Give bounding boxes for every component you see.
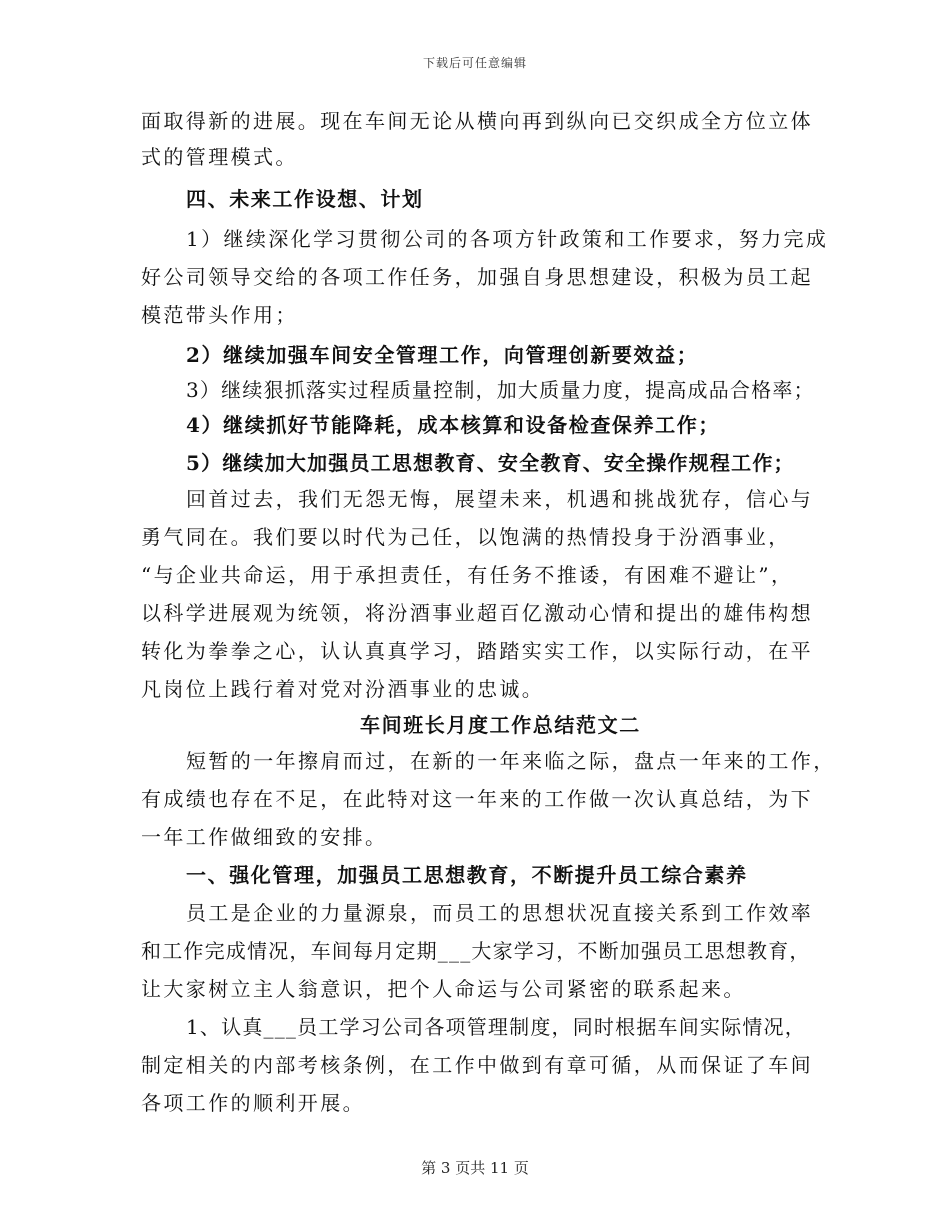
paragraph-line: 制定相关的内部考核条例，在工作中做到有章可循，从而保证了车间 — [141, 1053, 813, 1077]
paragraph-line: “与企业共命运，用于承担责任，有任务不推诿，有困难不避让”， — [141, 563, 794, 587]
paragraph-line: 回首过去，我们无怨无悔，展望未来，机遇和挑战犹存，信心与 — [186, 487, 814, 511]
plan-item: 2）继续加强车间安全管理工作，向管理创新要效益； — [186, 343, 699, 367]
paragraph-line: 转化为拳拳之心，认认真真学习，踏踏实实工作，以实际行动，在平 — [141, 639, 813, 663]
paragraph-line: 凡岗位上践行着对党对汾酒事业的忠诚。 — [141, 677, 545, 701]
paragraph-line: 1、认真___员工学习公司各项管理制度，同时根据车间实际情况， — [186, 1015, 806, 1039]
page-footer: 第 3 页共 11 页 — [421, 1159, 529, 1177]
plan-item: 3）继续狠抓落实过程质量控制，加大质量力度，提高成品合格率； — [186, 378, 815, 402]
section-heading: 一、强化管理，加强员工思想教育，不断提升员工综合素养 — [186, 863, 748, 887]
paragraph-line: 有成绩也存在不足，在此特对这一年来的工作做一次认真总结，为下 — [141, 787, 813, 811]
paragraph-line: 式的管理模式。 — [141, 145, 298, 169]
page-header: 下载后可任意编辑 — [422, 56, 527, 70]
paragraph-line: 勇气同在。我们要以时代为己任，以饱满的热情投身于汾酒事业， — [141, 525, 791, 549]
paragraph-line: 以科学进展观为统领，将汾酒事业超百亿激动心情和提出的雄伟构想 — [141, 601, 813, 625]
plan-item: 4）继续抓好节能降耗，成本核算和设备检查保养工作； — [186, 413, 720, 437]
paragraph-line: 和工作完成情况，车间每月定期___大家学习，不断加强员工思想教育， — [141, 939, 811, 963]
section-heading: 四、未来工作设想、计划 — [186, 187, 424, 211]
paragraph-line: 一年工作做细致的安排。 — [141, 825, 388, 849]
plan-item: 5）继续加大加强员工思想教育、安全教育、安全操作规程工作； — [186, 451, 795, 475]
paragraph-line: 1）继续深化学习贯彻公司的各项方针政策和工作要求，努力完成 — [186, 227, 829, 251]
paragraph-line: 各项工作的顺利开展。 — [141, 1091, 365, 1115]
paragraph-line: 模范带头作用； — [141, 303, 298, 327]
paragraph-line: 面取得新的进展。现在车间无论从横向再到纵向已交织成全方位立体 — [141, 109, 813, 133]
paragraph-line: 员工是企业的力量源泉，而员工的思想状况直接关系到工作效率 — [186, 901, 814, 925]
paragraph-line: 让大家树立主人翁意识，把个人命运与公司紧密的联系起来。 — [141, 977, 746, 1001]
paragraph-line: 短暂的一年擦肩而过，在新的一年来临之际，盘点一年来的工作， — [186, 749, 836, 773]
paragraph-line: 好公司领导交给的各项工作任务，加强自身思想建设，积极为员工起 — [141, 265, 813, 289]
article-title: 车间班长月度工作总结范文二 — [360, 713, 641, 737]
